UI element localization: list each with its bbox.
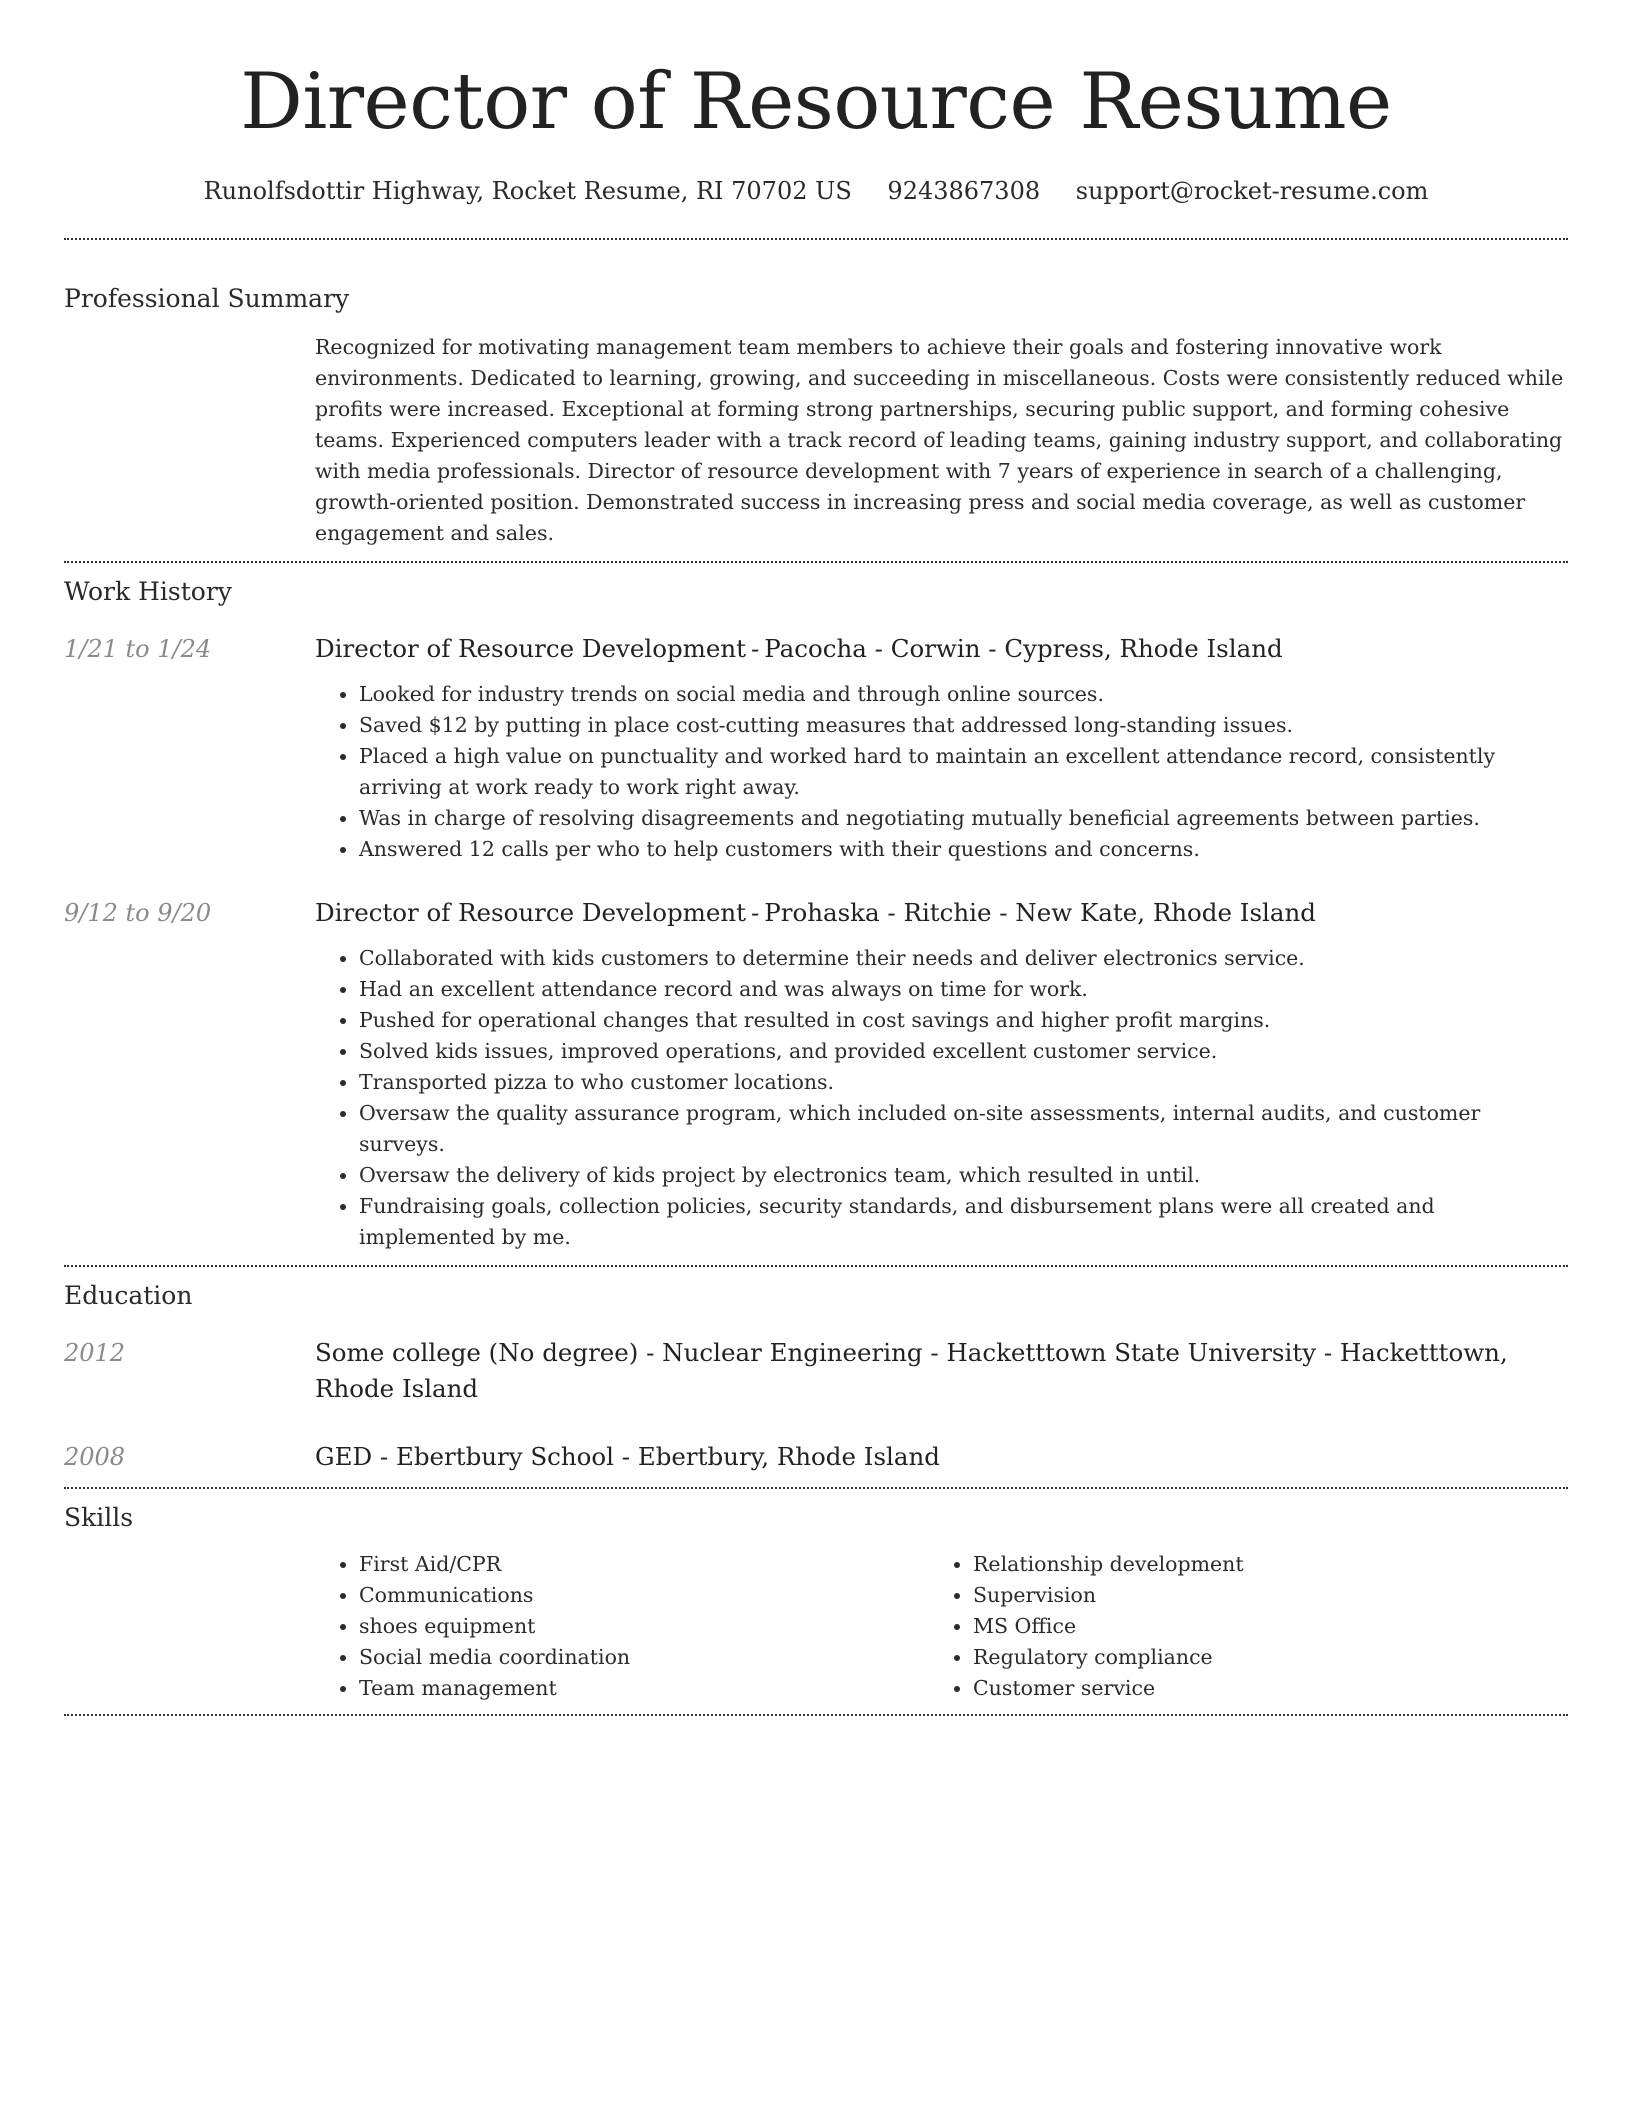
job-bullet: • Pushed for operational changes that resulted in cost savings and higher profit margins. xyxy=(359,1005,1568,1036)
header-divider xyxy=(64,238,1568,240)
skill-item: • Team management xyxy=(359,1673,929,1704)
job-bullet: • Answered 12 calls per who to help customers with their questions and concerns. xyxy=(359,834,1568,865)
skill-item: • shoes equipment xyxy=(359,1611,929,1642)
education-section xyxy=(64,1279,1568,1475)
job-bullet: • Had an excellent attendance record and was always on time for work. xyxy=(359,974,1568,1005)
summary-text: Recognized for motivating management team members to achieve their goals and fostering innovative work environments. Dedicated to learning, growing, and succeeding in miscellaneous. Costs were consistently reduced while profits were increased. Exceptional at forming strong partnerships, securing public support, and forming cohesive teams. Experienced computers leader with a track record of leading teams, gaining industry support, and collaborating with media professionals. Director of resource development with 7 years of experience in search of a challenging, growth-oriented position. Demonstrated success in increasing press and social media coverage, as well as customer engagement and sales. xyxy=(315,335,1564,545)
skill-item: • MS Office xyxy=(973,1611,1543,1642)
education-year: 2012 xyxy=(64,1339,126,1367)
education-entry xyxy=(64,1439,1568,1475)
job-bullet: • Transported pizza to who customer locations. xyxy=(359,1067,1568,1098)
education-detail: GED - Ebertbury School - Ebertbury, Rhode Island xyxy=(315,1442,940,1471)
contact-email: support@rocket-resume.com xyxy=(1075,177,1429,205)
resume-header xyxy=(64,0,1568,208)
section-divider xyxy=(64,1265,1568,1267)
job-bullet: • Oversaw the delivery of kids project by electronics team, which resulted in until. xyxy=(359,1160,1568,1191)
contact-address: Runolfsdottir Highway, Rocket Resume, RI 70702 US xyxy=(203,177,852,205)
education-detail: Some college (No degree) - Nuclear Engineering - Hacketttown State University - Hacketttown, Rhode Island xyxy=(315,1338,1508,1403)
job-title: Director of Resource Development xyxy=(315,898,746,927)
skill-item: • Relationship development xyxy=(973,1549,1543,1580)
job-bullet: • Looked for industry trends on social media and through online sources. xyxy=(359,679,1568,710)
skill-item: • First Aid/CPR xyxy=(359,1549,929,1580)
contact-line xyxy=(64,174,1568,208)
work-dates: 1/21 to 1/24 xyxy=(64,635,212,663)
job-employer: Pacocha - Corwin - Cypress, Rhode Island xyxy=(764,634,1283,663)
skills-grid xyxy=(315,1549,1568,1704)
work-entry-body xyxy=(315,895,1568,1253)
skill-item: • Supervision xyxy=(973,1580,1543,1611)
job-employer: Prohaska - Ritchie - New Kate, Rhode Island xyxy=(764,898,1316,927)
job-title: Director of Resource Development xyxy=(315,634,746,663)
skill-item: • Regulatory compliance xyxy=(973,1642,1543,1673)
section-title-work: Work History xyxy=(64,577,232,606)
section-title-education: Education xyxy=(64,1281,193,1310)
job-heading xyxy=(315,895,1568,931)
job-bullets xyxy=(315,679,1568,865)
section-divider xyxy=(64,1487,1568,1489)
education-entry-body xyxy=(315,1439,1568,1475)
job-heading xyxy=(315,631,1568,667)
contact-phone: 9243867308 xyxy=(887,177,1041,205)
work-history-section xyxy=(64,575,1568,1253)
job-bullet: • Solved kids issues, improved operations, and provided excellent customer service. xyxy=(359,1036,1568,1067)
resume-title: Director of Resource Resume xyxy=(240,57,1392,147)
work-entry xyxy=(64,631,1568,865)
job-bullet: • Fundraising goals, collection policies, security standards, and disbursement plans were all created and implemented by me. xyxy=(359,1191,1568,1253)
skills-column-right xyxy=(929,1549,1543,1704)
job-bullet: • Collaborated with kids customers to determine their needs and deliver electronics service. xyxy=(359,943,1568,974)
work-entry-body xyxy=(315,631,1568,865)
professional-summary-section xyxy=(64,282,1568,549)
job-bullet: • Was in charge of resolving disagreements and negotiating mutually beneficial agreements between parties. xyxy=(359,803,1568,834)
work-entry xyxy=(64,895,1568,1253)
job-bullet: • Oversaw the quality assurance program, which included on-site assessments, internal audits, and customer surveys. xyxy=(359,1098,1568,1160)
job-bullet: • Placed a high value on punctuality and worked hard to maintain an excellent attendance record, consistently arriving at work ready to work right away. xyxy=(359,741,1568,803)
job-separator: - xyxy=(751,634,760,663)
education-entry xyxy=(64,1335,1568,1407)
education-year: 2008 xyxy=(64,1443,126,1471)
skills-column-left xyxy=(315,1549,929,1704)
section-divider xyxy=(64,561,1568,563)
skill-item: • Customer service xyxy=(973,1673,1543,1704)
job-bullets xyxy=(315,943,1568,1253)
work-dates: 9/12 to 9/20 xyxy=(64,899,212,927)
section-divider xyxy=(64,1714,1568,1716)
job-separator: - xyxy=(751,898,760,927)
job-bullet: • Saved $12 by putting in place cost-cutting measures that addressed long-standing issues. xyxy=(359,710,1568,741)
section-title-skills: Skills xyxy=(64,1503,134,1532)
skills-section xyxy=(64,1501,1568,1704)
education-entry-body xyxy=(315,1335,1568,1407)
skill-item: • Social media coordination xyxy=(359,1642,929,1673)
section-title-summary: Professional Summary xyxy=(64,284,350,313)
skill-item: • Communications xyxy=(359,1580,929,1611)
